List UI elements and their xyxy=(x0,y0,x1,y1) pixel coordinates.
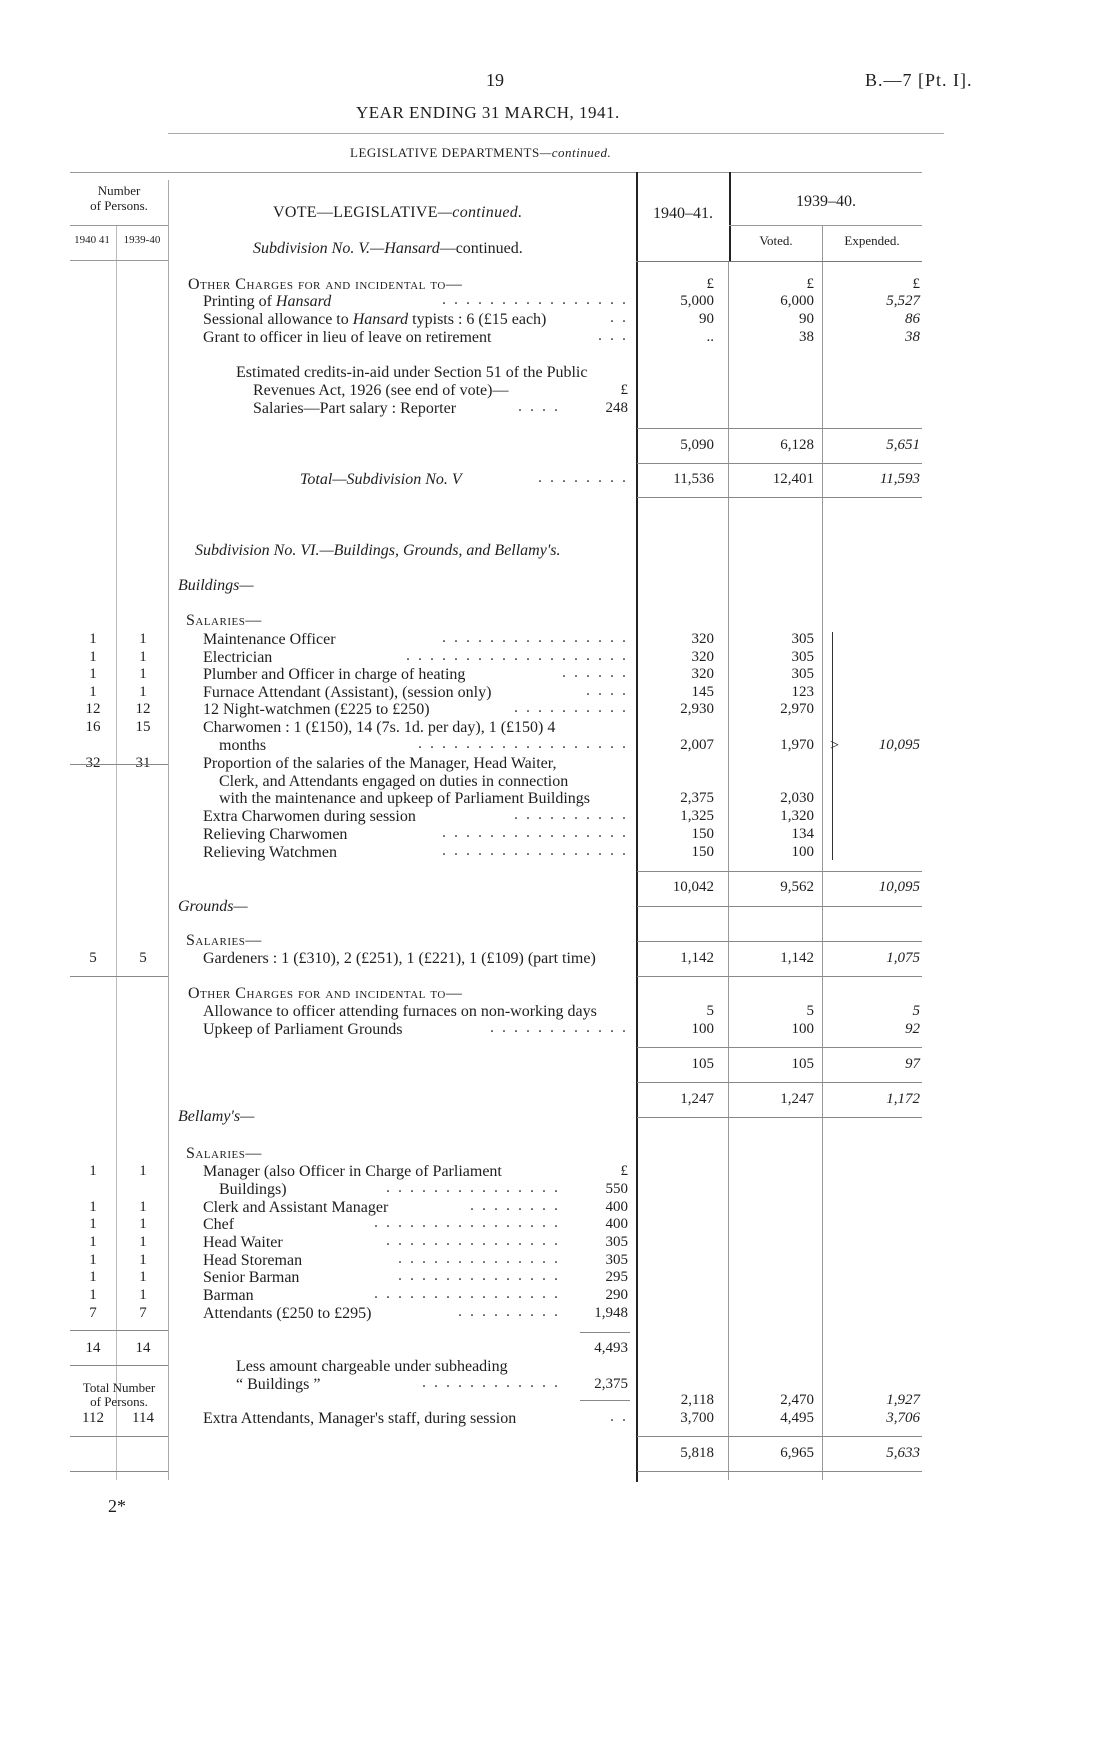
amount-expended: 5 xyxy=(912,1003,920,1019)
leader-dots: . . . . . . . . . . . . . . xyxy=(398,1267,560,1284)
leader-dots: . . . . . . . . . . xyxy=(514,699,628,716)
column-head-expended: Expended. xyxy=(844,233,900,248)
row-label-text: Chef xyxy=(203,1216,235,1233)
row-label-text: Less amount chargeable under subheading xyxy=(236,1358,508,1375)
row-label xyxy=(178,1108,254,1126)
amount-1940-41: 11,536 xyxy=(673,471,714,487)
row-label-text: with the maintenance and upkeep of Parliament Buildings xyxy=(219,790,591,807)
amount-1940-41: 2,375 xyxy=(680,790,714,806)
row-label-text: Buildings) xyxy=(219,1181,287,1198)
row-label xyxy=(203,1021,403,1039)
inner-amount: 400 xyxy=(605,1216,628,1232)
persons-1939-40: 1 xyxy=(139,1216,147,1232)
amount-voted: 123 xyxy=(791,684,814,700)
leader-dots: . . . . . . . . . . . . . . . . . . . xyxy=(406,647,628,664)
persons-1940-41: 1 xyxy=(89,1234,97,1250)
row-label xyxy=(253,400,456,418)
amount-voted: 38 xyxy=(799,329,814,345)
currency-sign: £ xyxy=(806,276,814,292)
leader-dots: . . . . . . . . . . . . . . . . xyxy=(442,629,628,646)
persons-1940-41: 1 xyxy=(89,1199,97,1215)
persons-1939-40: 12 xyxy=(135,701,151,717)
row-label-text: Estimated credits-in-aid under Section 51 of the Public xyxy=(236,364,588,381)
inner-amount: £ xyxy=(620,1163,628,1179)
amount-1940-41: 105 xyxy=(691,1056,714,1072)
persons-column-head xyxy=(70,183,168,213)
sheet-mark: 2* xyxy=(108,1496,126,1516)
vote-title-continued: —continued. xyxy=(437,204,523,221)
amount-1940-41: 1,142 xyxy=(680,950,714,966)
leader-dots: . . . . . . . . . . . . . . xyxy=(398,1250,560,1267)
persons-1940-41: 5 xyxy=(89,950,97,966)
row-label xyxy=(203,701,430,719)
amount-expended: 11,593 xyxy=(879,471,920,487)
leader-dots: . . . . . . . . xyxy=(470,1197,560,1214)
row-label-text: Relieving Watchmen xyxy=(203,844,337,861)
row-label xyxy=(188,985,462,1003)
leader-dots: . . . . . . . . . . . . . . . xyxy=(386,1232,560,1249)
persons-1939-40: 1 xyxy=(139,631,147,647)
subdivision-v-heading xyxy=(253,240,523,258)
inner-amount: 305 xyxy=(605,1234,628,1250)
leader-dots: . . . . . . . . . . . . . . . xyxy=(386,1179,560,1196)
amount-expended: 10,095 xyxy=(878,737,920,753)
persons-1940-41: 32 xyxy=(85,755,101,771)
vote-title-text: VOTE—LEGISLATIVE xyxy=(273,204,438,221)
amount-expended: 86 xyxy=(905,311,920,327)
amount-1940-41: 2,930 xyxy=(680,701,714,717)
persons-1940-41: 12 xyxy=(85,701,101,717)
persons-1939-40: 1 xyxy=(139,1287,147,1303)
row-label-italic: Hansard xyxy=(275,293,332,310)
persons-1939-40: 1 xyxy=(139,1163,147,1179)
row-label-text: Salaries— xyxy=(186,1145,262,1162)
row-label-text: Grounds— xyxy=(178,898,248,915)
inner-amount: 2,375 xyxy=(594,1376,628,1392)
amount-1940-41: 3,700 xyxy=(680,1410,714,1426)
row-label-text: Bellamy's— xyxy=(178,1108,255,1125)
department-title-text: LEGISLATIVE DEPARTMENTS xyxy=(350,145,540,160)
persons-1940-41: 16 xyxy=(85,719,101,735)
persons-head-line-2: of Persons. xyxy=(90,198,148,213)
row-label-text: Senior Barman xyxy=(203,1269,300,1286)
persons-1939-40: 5 xyxy=(139,950,147,966)
row-label-text: Buildings— xyxy=(178,577,254,594)
amount-expended: 38 xyxy=(905,329,920,345)
row-label-text: Sessional allowance to xyxy=(203,311,353,328)
row-label xyxy=(203,666,465,684)
row-label-text: Relieving Charwomen xyxy=(203,826,348,843)
amount-1940-41: 5,818 xyxy=(680,1445,714,1461)
row-label xyxy=(300,471,462,489)
total-persons-line-1: Total Number xyxy=(82,1380,156,1395)
row-label xyxy=(203,649,272,667)
amount-voted: 305 xyxy=(791,649,814,665)
persons-1940-41: 1 xyxy=(89,649,97,665)
row-label xyxy=(219,773,568,791)
persons-1939-40: 1 xyxy=(139,684,147,700)
persons-1940-41: 1 xyxy=(89,1252,97,1268)
amount-voted: 134 xyxy=(791,826,814,842)
persons-1939-40: 1 xyxy=(139,1269,147,1285)
row-label-text: Total—Subdivision No. V xyxy=(300,471,462,488)
row-label xyxy=(253,382,508,400)
amount-1940-41: 10,042 xyxy=(672,879,714,895)
persons-1940-41: 7 xyxy=(89,1305,97,1321)
amount-1940-41: 320 xyxy=(691,649,714,665)
row-label xyxy=(236,364,587,382)
inner-amount: 400 xyxy=(605,1199,628,1215)
amount-1940-41: 150 xyxy=(691,844,714,860)
persons-1940-41: 1 xyxy=(89,1269,97,1285)
leader-dots: . . xyxy=(610,309,628,326)
persons-year-1940: 1940 41 xyxy=(74,234,110,246)
row-label-text: Other Charges for and incidental to— xyxy=(188,276,463,293)
leader-dots: . . . . . . . . . xyxy=(458,1303,560,1320)
header-bottom-rule xyxy=(636,261,922,262)
row-label xyxy=(186,1145,262,1163)
amount-voted: 305 xyxy=(791,631,814,647)
amount-voted: 9,562 xyxy=(780,879,814,895)
leader-dots: . . . . . . . . . . . . . . . . xyxy=(442,291,628,308)
row-label-text: Allowance to officer attending furnaces on non-working days xyxy=(203,1003,597,1020)
amount-voted: 105 xyxy=(791,1056,814,1072)
row-label-suffix: typists : 6 (£15 each) xyxy=(408,311,547,328)
row-label xyxy=(203,1287,254,1305)
document-reference: B.—7 [Pt. I]. xyxy=(865,70,973,90)
persons-1940-41: 1 xyxy=(89,666,97,682)
leader-dots: . . . . xyxy=(586,682,628,699)
amount-voted: 1,970 xyxy=(780,737,814,753)
printing-hansard-expended: 5,527 xyxy=(886,293,920,309)
amount-1940-41: 5 xyxy=(706,1003,714,1019)
amount-1940-41: 1,325 xyxy=(680,808,714,824)
persons-1940-41: 112 xyxy=(82,1410,104,1426)
amount-1940-41: 5,090 xyxy=(680,437,714,453)
leader-dots: . . . . xyxy=(518,398,560,415)
inner-amount: 295 xyxy=(605,1269,628,1285)
page-number: 19 xyxy=(486,70,504,90)
persons-1940-41: 14 xyxy=(85,1340,101,1356)
amount-voted: 305 xyxy=(791,666,814,682)
amount-voted: 90 xyxy=(799,311,814,327)
inner-amount: 290 xyxy=(605,1287,628,1303)
total-persons-label xyxy=(70,1381,168,1409)
leader-dots: . . . . . . . . . . . . . . . . xyxy=(374,1214,560,1231)
leader-dots: . . . xyxy=(598,327,628,344)
leader-dots: . . xyxy=(610,1408,628,1425)
inner-amount: 550 xyxy=(605,1181,628,1197)
year-title: YEAR ENDING 31 MARCH, 1941. xyxy=(356,103,620,122)
row-label-text: “ Buildings ” xyxy=(236,1376,321,1393)
row-label-text: Head Storeman xyxy=(203,1252,303,1269)
amount-expended: 10,095 xyxy=(878,879,920,895)
amount-1940-41: 320 xyxy=(691,666,714,682)
inner-amount: 248 xyxy=(605,400,628,416)
row-label xyxy=(178,577,254,595)
row-label xyxy=(203,1216,234,1234)
row-label-text: Head Waiter xyxy=(203,1234,283,1251)
row-label xyxy=(203,755,556,773)
row-label-text: Proportion of the salaries of the Manager, Head Waiter, xyxy=(203,755,557,772)
column-head-1940-41: 1940–41. xyxy=(653,205,713,222)
subdivision-v-number: Subdivision No. V. xyxy=(253,240,371,257)
subdivision-v-continued: —continued. xyxy=(439,240,523,257)
persons-1940-41: 1 xyxy=(89,1163,97,1179)
amount-voted: 2,970 xyxy=(780,701,814,717)
amount-expended: 1,927 xyxy=(886,1392,920,1408)
persons-1939-40: 1 xyxy=(139,1199,147,1215)
amount-expended: 5,633 xyxy=(886,1445,920,1461)
amount-voted: 1,247 xyxy=(780,1091,814,1107)
row-label-text: Plumber and Officer in charge of heating xyxy=(203,666,466,683)
leader-dots: . . . . . . . . . . . . xyxy=(490,1019,628,1036)
amount-1940-41: 90 xyxy=(699,311,714,327)
row-label xyxy=(203,293,331,311)
row-label xyxy=(236,1376,320,1394)
amount-voted: 6,128 xyxy=(780,437,814,453)
persons-year-1939: 1939-40 xyxy=(123,234,161,246)
amount-voted: 5 xyxy=(806,1003,814,1019)
brace-tip: > xyxy=(830,737,840,754)
row-label-text: Subdivision No. VI.—Buildings, Grounds, and Bellamy's. xyxy=(195,542,561,559)
row-label xyxy=(178,898,248,916)
row-label-text: Furnace Attendant (Assistant), (session only) xyxy=(203,684,492,701)
persons-1939-40: 1 xyxy=(139,1234,147,1250)
inner-amount: 1,948 xyxy=(594,1305,628,1321)
persons-1939-40: 114 xyxy=(132,1410,154,1426)
row-label-text: Clerk and Assistant Manager xyxy=(203,1199,389,1216)
persons-1939-40: 1 xyxy=(139,649,147,665)
row-label xyxy=(203,826,347,844)
amount-1940-41: 1,247 xyxy=(680,1091,714,1107)
row-label-text: 12 Night-watchmen (£225 to £250) xyxy=(203,701,430,718)
amount-voted: 1,142 xyxy=(780,950,814,966)
amount-voted: 100 xyxy=(791,844,814,860)
row-label-text: Extra Attendants, Manager's staff, during session xyxy=(203,1410,517,1427)
persons-1939-40: 14 xyxy=(135,1340,151,1356)
row-label xyxy=(186,612,262,630)
persons-column-right-rule xyxy=(168,180,169,1480)
row-label-text: Attendants (£250 to £295) xyxy=(203,1305,372,1322)
amount-voted: 6,965 xyxy=(780,1445,814,1461)
printing-hansard-voted: 6,000 xyxy=(780,293,814,309)
leader-dots: . . . . . . . . . . . . . . . . xyxy=(442,842,628,859)
row-label-text: Salaries— xyxy=(186,932,262,949)
amount-expended: 5,651 xyxy=(886,437,920,453)
amount-expended: 97 xyxy=(905,1056,920,1072)
row-label-text: Clerk, and Attendants engaged on duties in connection xyxy=(219,773,569,790)
row-label xyxy=(203,311,546,329)
row-label xyxy=(219,1181,287,1199)
leader-dots: . . . . . . . . . . xyxy=(514,806,628,823)
printing-hansard-1940-41: 5,000 xyxy=(680,293,714,309)
amount-1940-41: .. xyxy=(706,329,714,345)
total-persons-line-2: of Persons. xyxy=(90,1394,148,1409)
row-label-text: Revenues Act, 1926 (see end of vote)— xyxy=(253,382,509,399)
row-label-italic: Hansard xyxy=(352,311,409,328)
leader-dots: . . . . . . . . . . . . . . . . xyxy=(374,1285,560,1302)
row-label-text: Salaries—Part salary : Reporter xyxy=(253,400,457,417)
vote-title xyxy=(273,204,522,222)
row-label xyxy=(203,329,491,347)
row-label xyxy=(203,1305,371,1323)
row-label-text: Upkeep of Parliament Grounds xyxy=(203,1021,403,1038)
persons-1939-40: 31 xyxy=(135,755,151,771)
persons-1939-40: 7 xyxy=(139,1305,147,1321)
persons-1939-40: 1 xyxy=(139,1252,147,1268)
leader-dots: . . . . . . . . . . . . xyxy=(422,1374,560,1391)
currency-sign: £ xyxy=(706,276,714,292)
row-label-text: Extra Charwomen during session xyxy=(203,808,416,825)
row-label-text: Grant to officer in lieu of leave on retirement xyxy=(203,329,492,346)
amount-1940-41: 145 xyxy=(691,684,714,700)
subdivision-v-name: —Hansard xyxy=(370,240,440,257)
table-top-rule xyxy=(70,172,922,173)
amount-1940-41: 150 xyxy=(691,826,714,842)
persons-year-divider xyxy=(116,225,117,1480)
inner-amount: 4,493 xyxy=(594,1340,628,1356)
persons-1939-40: 15 xyxy=(135,719,151,735)
currency-sign: £ xyxy=(912,276,920,292)
row-label xyxy=(203,1410,516,1428)
row-label xyxy=(195,542,560,560)
amount-1940-41: 2,118 xyxy=(680,1392,714,1408)
row-label xyxy=(203,684,491,702)
amount-expended: 92 xyxy=(905,1021,920,1037)
column-head-voted: Voted. xyxy=(759,233,793,248)
row-label-text: Manager (also Officer in Charge of Parliament xyxy=(203,1163,502,1180)
amount-expended: 3,706 xyxy=(886,1410,920,1426)
row-label xyxy=(203,1252,302,1270)
amount-voted: 100 xyxy=(791,1021,814,1037)
department-title-continued: —continued. xyxy=(539,145,612,160)
leader-dots: . . . . . . xyxy=(562,664,628,681)
row-label xyxy=(203,950,596,968)
amount-voted: 4,495 xyxy=(780,1410,814,1426)
amount-1940-41: 320 xyxy=(691,631,714,647)
row-label xyxy=(203,844,337,862)
persons-1939-40: 1 xyxy=(139,666,147,682)
amount-voted: 2,030 xyxy=(780,790,814,806)
column-head-1939-40: 1939–40. xyxy=(796,193,856,210)
row-label-text: Charwomen : 1 (£150), 14 (7s. 1d. per day), 1 (£150) 4 xyxy=(203,719,556,736)
row-label-text: Barman xyxy=(203,1287,254,1304)
amount-1940-41: 2,007 xyxy=(680,737,714,753)
persons-1940-41: 1 xyxy=(89,1287,97,1303)
row-label xyxy=(186,932,262,950)
amount-column-left-rule xyxy=(636,172,638,1482)
inner-amount: £ xyxy=(620,382,628,398)
leader-dots: . . . . . . . . . . . . . . . . . . xyxy=(418,735,628,752)
row-label-text: Gardeners : 1 (£310), 2 (£251), 1 (£221), 1 (£109) (part time) xyxy=(203,950,596,967)
row-label-text: Electrician xyxy=(203,649,273,666)
amount-voted: 1,320 xyxy=(780,808,814,824)
row-label-text: Maintenance Officer xyxy=(203,631,336,648)
amount-expended: 1,075 xyxy=(886,950,920,966)
row-label-text: Other Charges for and incidental to— xyxy=(188,985,463,1002)
persons-1940-41: 1 xyxy=(89,631,97,647)
inner-amount: 305 xyxy=(605,1252,628,1268)
leader-dots: . . . . . . . . xyxy=(538,469,628,486)
row-label-text: Salaries— xyxy=(186,612,262,629)
amount-voted: 2,470 xyxy=(780,1392,814,1408)
persons-head-line-1: Number xyxy=(97,183,141,198)
department-title xyxy=(350,145,611,161)
persons-1940-41: 1 xyxy=(89,1216,97,1232)
row-label xyxy=(203,1234,283,1252)
amount-voted: 12,401 xyxy=(772,471,814,487)
row-label xyxy=(219,737,266,755)
amount-1940-41: 100 xyxy=(691,1021,714,1037)
expended-column-left-rule xyxy=(822,225,823,1480)
leader-dots: . . . . . . . . . . . . . . . . xyxy=(442,824,628,841)
amount-expended: 1,172 xyxy=(886,1091,920,1107)
row-label-text: months xyxy=(219,737,267,754)
row-label-text: Printing of xyxy=(203,293,276,310)
persons-1940-41: 1 xyxy=(89,684,97,700)
